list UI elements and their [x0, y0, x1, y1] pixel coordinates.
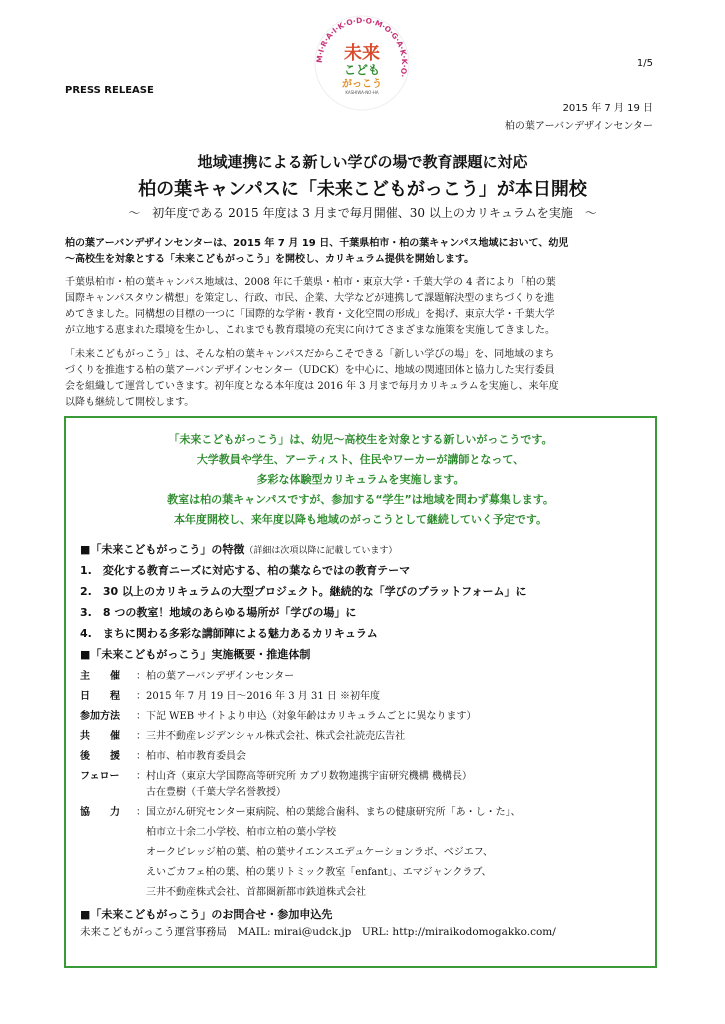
row-key: 協 力 [80, 807, 120, 818]
headline-1: 地域連携による新しい学びの場で教育課題に対応 [197, 153, 528, 171]
body-line: 国際キャンパスタウン構想」を策定し、行政、市民、企業、大学などが連携して課題解決型のまちづくりを進 [65, 293, 555, 304]
overview-row [80, 783, 286, 798]
overview-row [80, 863, 492, 878]
press-release-label: PRESS RELEASE [65, 85, 154, 96]
logo-title-1: 未来 [344, 43, 380, 64]
highlight-line: 本年度開校し、来年度以降も地域のがっこうとして継続していく予定です。 [173, 513, 548, 526]
logo-ring-text: M·I·R·A·I·K·O·D·O·M·O·G·A·K·K·O· [314, 15, 410, 79]
feature-item: 3. 8 つの教室！地域のあらゆる場所が「学びの場」に [80, 606, 357, 619]
body-line: づくりを推進する柏の葉アーバンデザインセンター（UDCK）を中心に、地域の関連団体と協力した実行委員 [65, 365, 555, 376]
body-line: 会を組織して運営していきます。初年度となる本年度は 2016 年 3 月まで毎月カリキュラムを実施し、来年度 [65, 381, 559, 392]
headline-3: ～ 初年度である 2015 年度は 3 月まで毎月開催、30 以上のカリキュラムを実施 ～ [128, 206, 597, 220]
row-value: ：下記 WEB サイトより申込（対象年齢はカリキュラムごとに異なります） [136, 711, 477, 722]
overview-row [80, 843, 493, 858]
highlight-line: 大学教員や学生、アーティスト、住民やワーカーが講師となって、 [196, 453, 525, 466]
contact-heading: ■「未来こどもがっこう」のお問合せ・参加申込先 [80, 908, 333, 921]
headline-2: 柏の葉キャンパスに「未来こどもがっこう」が本日開校 [138, 179, 587, 200]
row-value: 古在豊樹（千葉大学名誉教授） [136, 787, 286, 798]
row-value: えいごカフェ柏の葉、柏の葉リトミック教室「enfant」、エマジャンクラブ、 [136, 867, 492, 878]
features-note: （詳細は次項以降に記載しています） [244, 546, 398, 556]
overview-row [80, 767, 472, 782]
row-key: 参加方法 [80, 711, 120, 722]
row-value: ：三井不動産レジデンシャル株式会社、株式会社読売広告社 [136, 731, 406, 742]
overview-row [80, 883, 366, 898]
overview-row [80, 803, 521, 818]
header-date-block [505, 100, 653, 136]
lead-paragraph [65, 236, 661, 268]
overview-heading: ■「未来こどもがっこう」実施概要・推進体制 [80, 648, 311, 661]
lead-line: ～高校生を対象とする「未来こどもがっこう」を開校し、カリキュラム提供を開始します。 [65, 254, 475, 265]
body-line: 千葉県柏市・柏の葉キャンパス地域は、2008 年に千葉県・柏市・東京大学・千葉大学の 4 者により「柏の葉 [65, 277, 556, 288]
lead-line: 柏の葉アーバンデザインセンターは、2015 年 7 月 19 日、千葉県柏市・柏の葉キャンパス地域において、幼児 [65, 238, 569, 249]
body-paragraph-1 [65, 275, 661, 339]
feature-item: 2. 30 以上のカリキュラムの大型プロジェクト。継続的な「学びのプラットフォーム」に [80, 585, 527, 598]
row-value: 柏市立十余二小学校、柏市立柏の葉小学校 [136, 827, 336, 838]
overview-row [80, 727, 405, 742]
contact-line: 未来こどもがっこう運営事務局 MAIL: mirai@udck.jp URL: http://miraikodomogakko.com/ [80, 926, 556, 938]
row-value: ：村山斉（東京大学国際高等研究所 カブリ数物連携宇宙研究機構 機構長） [136, 771, 472, 782]
row-key: 日 程 [80, 691, 120, 702]
body-line: めてきました。同構想の目標の一つに「国際的な学術・教育・文化空間の形成」を掲げ、東京大学・千葉大学 [65, 309, 555, 320]
logo-title-3: がっこう [342, 79, 382, 90]
highlight-line: 「未来こどもがっこう」は、幼児～高校生を対象とする新しいがっこうです。 [168, 433, 553, 446]
body-line: が立地する恵まれた環境を生かし、これまでも教育環境の充実に向けてさまざまな施策を実施してきました。 [65, 325, 555, 336]
highlight-line: 教室は柏の葉キャンパスですが、参加する“学生”は地域を問わず募集します。 [167, 493, 554, 506]
row-value: ：2015 年 7 月 19 日～2016 年 3 月 31 日 ※初年度 [136, 691, 381, 702]
release-date: 2015 年 7 月 19 日 [562, 103, 653, 114]
logo-graphic [313, 14, 411, 112]
row-key: 主 催 [80, 671, 120, 682]
body-paragraph-2 [65, 347, 661, 411]
row-key: フェロー [80, 771, 120, 782]
overview-row [80, 823, 336, 838]
feature-item: 1. 変化する教育ニーズに対応する、柏の葉ならではの教育テーマ [80, 564, 411, 577]
row-value: ：柏の葉アーバンデザインセンター [136, 671, 295, 682]
row-key: 後 援 [80, 751, 120, 762]
features-heading [80, 541, 397, 557]
page-number: 1/5 [636, 58, 653, 69]
row-value: オークビレッジ柏の葉、柏の葉サイエンスエデュケーションラボ、ベジエフ、 [136, 847, 493, 858]
overview-row [80, 707, 476, 722]
row-key: 共 催 [80, 731, 120, 742]
body-line: 以降も継続して開校します。 [65, 397, 195, 408]
row-value: 三井不動産株式会社、首都圏新都市鉄道株式会社 [136, 887, 366, 898]
overview-row [80, 687, 380, 702]
row-value: ：柏市、柏市教育委員会 [136, 751, 246, 762]
row-value: ：国立がん研究センター東病院、柏の葉総合歯科、まちの健康研究所「あ・し・た」、 [136, 807, 521, 818]
organization: 柏の葉アーバンデザインセンター [504, 121, 653, 132]
overview-row [80, 747, 246, 762]
highlight-line: 多彩な体験型カリキュラムを実施します。 [256, 473, 465, 486]
body-line: 「未来こどもがっこう」は、そんな柏の葉キャンパスだからこそできる「新しい学びの場」を、同地域のまち [65, 349, 555, 360]
feature-item: 4. まちに関わる多彩な講師陣による魅力あるカリキュラム [80, 627, 378, 640]
overview-row [80, 667, 294, 682]
logo-title-2: こども [343, 63, 381, 77]
logo [313, 14, 411, 112]
logo-subtitle: KASHIWA-NO-HA [345, 90, 379, 95]
features-heading-text: ■「未来こどもがっこう」の特徴 [80, 543, 245, 556]
